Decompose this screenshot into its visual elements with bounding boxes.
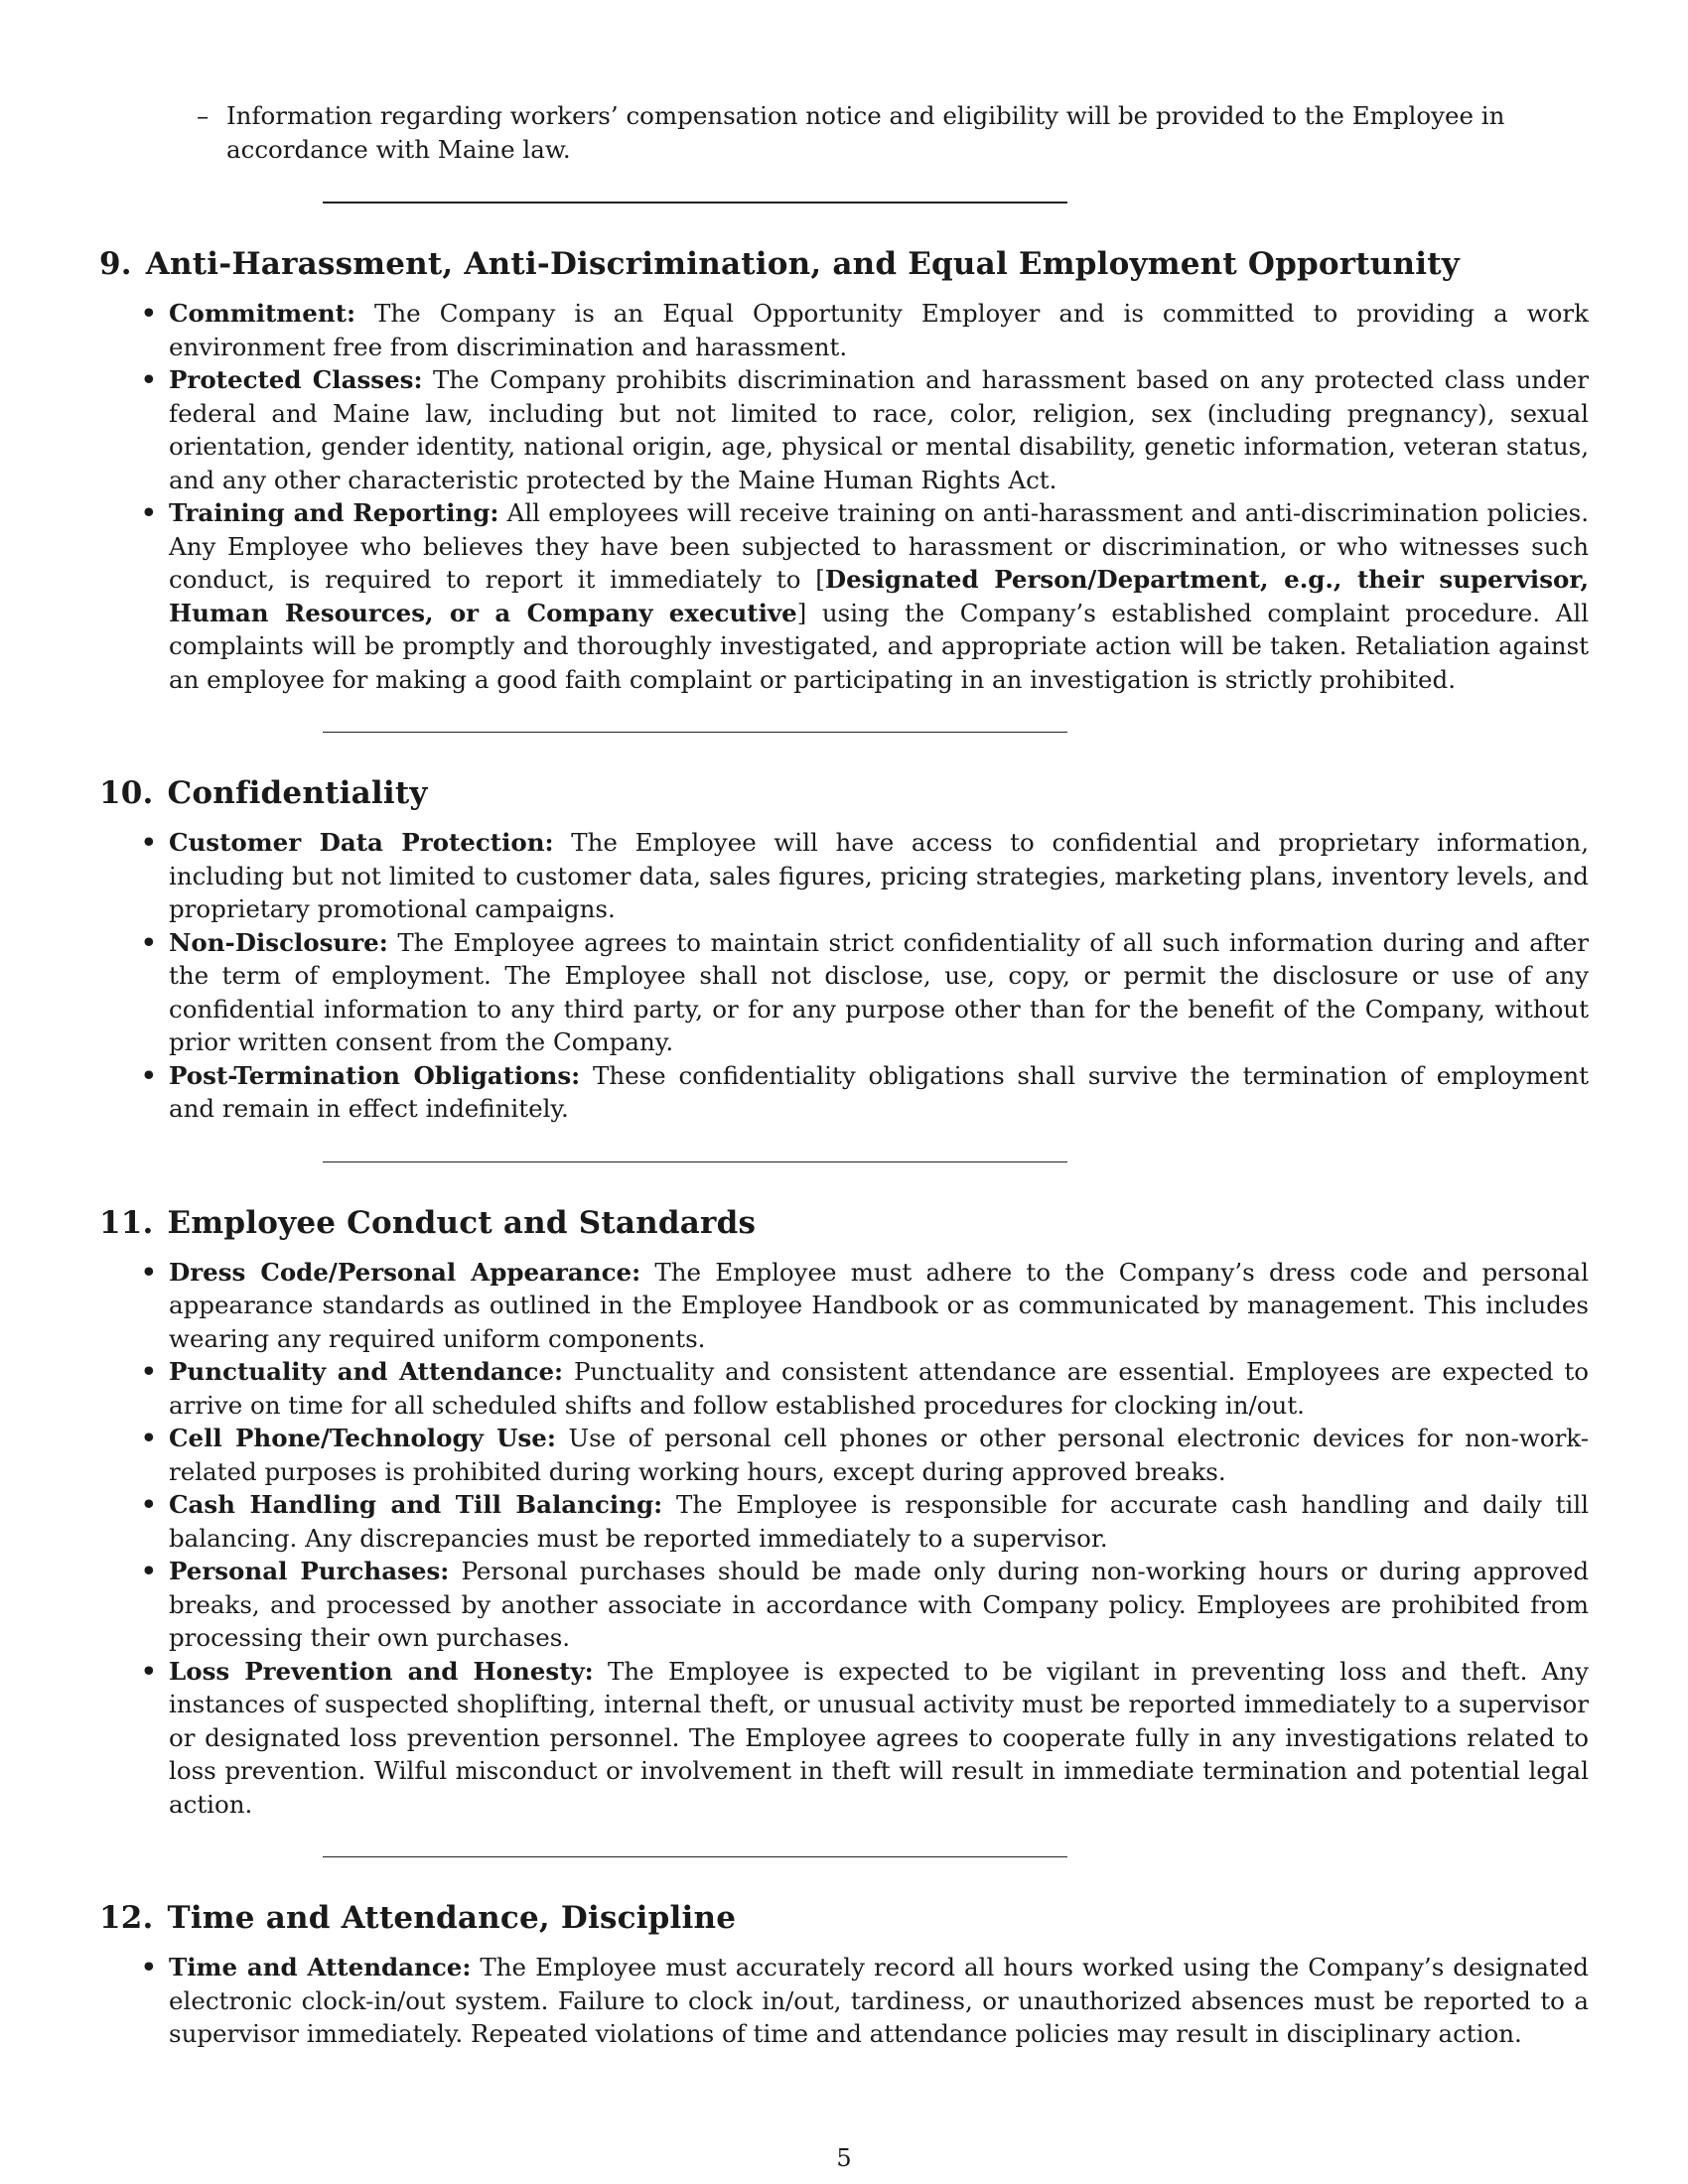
bullet-dot: • — [141, 1424, 157, 1452]
item-text: The Company prohibits discrimination and harassment based on any protected class under federal and Maine law, including but not limited to race, color, religion, sex (including pregnancy), sexual orientation, gender identity, national origin, age, physical or mental disability, genetic information, veteran status, and any other characteristic protected by the Maine Human Rights Act. — [169, 365, 1589, 494]
item-text: These confidentiality obligations shall survive the termination of employment and remain in effect indefinitely. — [169, 1060, 1589, 1123]
section-title: Confidentiality — [167, 775, 428, 811]
item-lead: Dress Code/Personal Appearance: — [169, 1257, 641, 1287]
section-divider — [323, 202, 1067, 204]
page-content — [99, 99, 1589, 2051]
bullet-dot: • — [141, 1357, 157, 1386]
item-lead: Time and Attendance: — [169, 1953, 472, 1981]
list-item-text: Information regarding workers’ compensation notice and eligibility will be provided to the Employee in accordance with Maine law. — [226, 101, 1505, 164]
item-lead: Cash Handling and Till Balancing: — [169, 1490, 663, 1519]
section-divider — [323, 1161, 1067, 1162]
item-text: Personal purchases should be made only during non-working hours or during approved breaks, and processed by another associate in accordance with Company policy. Employees are prohibited from processing their own purchases. — [169, 1557, 1589, 1652]
section-number: 11. — [99, 1204, 154, 1241]
list-item — [99, 1555, 1589, 1655]
item-text: The Employee agrees to maintain strict confidentiality of all such information during and after the term of employment. The Employee shall not disclose, use, copy, or permit the disclosure or use of any confidential information to any third party, or for any purpose other than for the benefit of the Company, without prior written consent from the Company. — [169, 927, 1589, 1056]
section-12-list — [99, 1951, 1589, 2051]
bullet-dot: • — [141, 1060, 157, 1090]
list-item — [99, 363, 1589, 496]
item-lead: Punctuality and Attendance: — [169, 1357, 564, 1386]
list-item — [99, 1059, 1589, 1126]
item-text-after: ] using the Company’s established complaint procedure. All complaints will be promptly and thoroughly investigated, and appropriate action will be taken. Retaliation against an employee for making a good faith complaint or participating in an investigation is strictly prohibited. — [169, 598, 1589, 694]
item-lead: Cell Phone/Technology Use: — [169, 1424, 556, 1452]
section-heading-12 — [99, 1899, 1589, 1937]
item-text: Punctuality and consistent attendance are essential. Employees are expected to arrive on time for all scheduled shifts and follow established procedures for clocking in/out. — [169, 1357, 1590, 1420]
bullet-dot: • — [141, 1953, 157, 1981]
list-item — [99, 1488, 1589, 1555]
list-item — [99, 1355, 1589, 1422]
section-title: Time and Attendance, Discipline — [167, 1900, 737, 1936]
list-item — [99, 496, 1589, 696]
bullet-dot: • — [141, 299, 157, 328]
section-divider — [323, 1856, 1067, 1857]
item-bold-inline: Designated Person/Department, e.g., their supervisor, Human Resources, or a Company executive — [169, 565, 1589, 627]
section-heading-9 — [99, 245, 1589, 283]
item-lead: Customer Data Protection: — [169, 828, 554, 857]
section-heading-10 — [99, 774, 1589, 812]
item-lead: Commitment: — [169, 299, 355, 328]
item-text-before: All employees will receive training on anti-harassment and anti-discrimination policies. Any Employee who believes they have been subjected to harassment or discrimination, or who witnesses such conduct, is required to report it immediately to [ — [169, 498, 1589, 594]
item-lead: Training and Reporting: — [169, 498, 499, 527]
bullet-dot: • — [141, 1557, 157, 1585]
section-10-list — [99, 826, 1589, 1126]
section-number: 10. — [99, 775, 154, 811]
item-lead: Personal Purchases: — [169, 1557, 450, 1585]
item-lead: Post-Termination Obligations: — [169, 1060, 581, 1090]
list-item — [99, 926, 1589, 1059]
section-number: 12. — [99, 1900, 154, 1936]
item-text: Use of personal cell phones or other personal electronic devices for non-work-related purposes is prohibited during working hours, except during approved breaks. — [169, 1424, 1589, 1486]
section-title: Employee Conduct and Standards — [167, 1204, 757, 1241]
section-9-list — [99, 297, 1589, 696]
bullet-dot: • — [141, 828, 157, 857]
list-item — [99, 1422, 1589, 1488]
item-text: The Employee is expected to be vigilant in preventing loss and theft. Any instances of suspected shoplifting, internal theft, or unusual activity must be reported immediately to a supervisor or designated loss prevention personnel. The Employee agrees to cooperate fully in any investigations related to loss prevention. Wilful misconduct or involvement in theft will result in immediate termination and potential legal action. — [169, 1656, 1589, 1819]
list-item — [99, 1655, 1589, 1822]
section-11-list — [99, 1256, 1589, 1822]
item-lead: Protected Classes: — [169, 365, 423, 394]
item-lead: Loss Prevention and Honesty: — [169, 1656, 594, 1686]
dash-bullet: – — [197, 101, 210, 130]
bullet-dot: • — [141, 365, 157, 394]
list-item — [99, 1951, 1589, 2051]
item-text: The Employee must adhere to the Company’s dress code and personal appearance standards as outlined in the Employee Handbook or as communicated by management. This includes wearing any required uniform components. — [169, 1257, 1589, 1353]
bullet-dot: • — [141, 927, 157, 957]
item-text: The Employee is responsible for accurate cash handling and daily till balancing. Any discrepancies must be reported immediately to a supervisor. — [169, 1490, 1589, 1553]
list-item — [99, 826, 1589, 926]
section-divider — [323, 732, 1067, 733]
item-lead: Non-Disclosure: — [169, 927, 388, 957]
item-text: The Company is an Equal Opportunity Employer and is committed to providing a work environment free from discrimination and harassment. — [169, 299, 1589, 361]
list-item-workers-comp — [197, 99, 1589, 166]
item-text: The Employee must accurately record all hours worked using the Company’s designated electronic clock-in/out system. Failure to clock in/out, tardiness, or unauthorized absences must be reported to a supervisor immediately. Repeated violations of time and attendance policies may result in disciplinary action. — [169, 1953, 1589, 2048]
section-heading-11 — [99, 1204, 1589, 1242]
list-item — [99, 1256, 1589, 1356]
section-number: 9. — [99, 246, 132, 282]
bullet-dot: • — [141, 498, 157, 527]
section-title: Anti-Harassment, Anti-Discrimination, and Equal Employment Opportunity — [145, 246, 1460, 282]
bullet-dot: • — [141, 1257, 157, 1287]
page-number: 5 — [836, 2144, 852, 2172]
item-text: The Employee will have access to confidential and proprietary information, including but not limited to customer data, sales figures, pricing strategies, marketing plans, inventory levels, and proprietary promotional campaigns. — [169, 828, 1589, 923]
bullet-dot: • — [141, 1490, 157, 1519]
bullet-dot: • — [141, 1656, 157, 1686]
list-item — [99, 297, 1589, 363]
